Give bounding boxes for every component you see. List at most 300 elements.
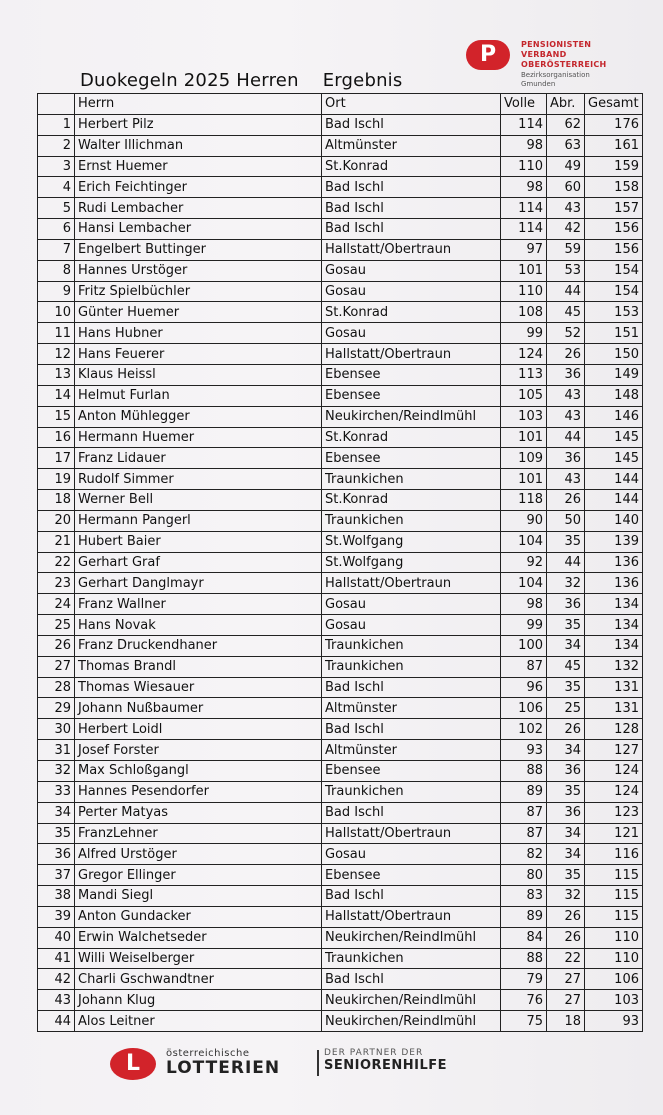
header-ort: Ort [322, 94, 501, 115]
logo-text [521, 40, 607, 70]
ort-cell: Gosau [322, 281, 501, 302]
name-cell: Willi Weiselberger [75, 948, 322, 969]
rank-cell: 43 [38, 990, 75, 1011]
table-row [38, 344, 643, 365]
ort-cell: St.Konrad [322, 427, 501, 448]
ort-cell: Ebensee [322, 865, 501, 886]
gesamt-cell: 136 [585, 573, 643, 594]
name-cell: Anton Mühlegger [75, 406, 322, 427]
name-cell: Werner Bell [75, 490, 322, 511]
ort-cell: St.Konrad [322, 302, 501, 323]
abr-cell: 35 [547, 781, 585, 802]
ort-cell: Hallstatt/Obertraun [322, 573, 501, 594]
volle-cell: 98 [501, 177, 547, 198]
ort-cell: Bad Ischl [322, 886, 501, 907]
ort-cell: Hallstatt/Obertraun [322, 239, 501, 260]
abr-cell: 26 [547, 719, 585, 740]
ort-cell: Bad Ischl [322, 114, 501, 135]
volle-cell: 93 [501, 740, 547, 761]
footer-top-right: DER PARTNER DER [324, 1048, 424, 1058]
name-cell: Erwin Walchetseder [75, 927, 322, 948]
rank-cell: 4 [38, 177, 75, 198]
volle-cell: 97 [501, 239, 547, 260]
gesamt-cell: 145 [585, 448, 643, 469]
gesamt-cell: 153 [585, 302, 643, 323]
name-cell: Anton Gundacker [75, 906, 322, 927]
abr-cell: 18 [547, 1011, 585, 1032]
abr-cell: 60 [547, 177, 585, 198]
ort-cell: Hallstatt/Obertraun [322, 906, 501, 927]
gesamt-cell: 148 [585, 385, 643, 406]
rank-cell: 41 [38, 948, 75, 969]
logo-line3: OBERÖSTERREICH [521, 60, 607, 69]
footer-main-left: LOTTERIEN [166, 1058, 281, 1078]
gesamt-cell: 131 [585, 698, 643, 719]
name-cell: Herbert Loidl [75, 719, 322, 740]
abr-cell: 62 [547, 114, 585, 135]
volle-cell: 82 [501, 844, 547, 865]
volle-cell: 99 [501, 615, 547, 636]
lotterien-icon: L [110, 1048, 156, 1080]
name-cell: Max Schloßgangl [75, 761, 322, 782]
header-gesamt: Gesamt [585, 94, 643, 115]
table-row [38, 594, 643, 615]
volle-cell: 103 [501, 406, 547, 427]
table-row [38, 740, 643, 761]
gesamt-cell: 134 [585, 635, 643, 656]
ort-cell: Ebensee [322, 385, 501, 406]
table-row [38, 865, 643, 886]
gesamt-cell: 115 [585, 865, 643, 886]
name-cell: Ernst Huemer [75, 156, 322, 177]
gesamt-cell: 156 [585, 239, 643, 260]
name-cell: Fritz Spielbüchler [75, 281, 322, 302]
volle-cell: 110 [501, 156, 547, 177]
rank-cell: 25 [38, 615, 75, 636]
volle-cell: 108 [501, 302, 547, 323]
title-text: Duokegeln 2025 Herren [80, 70, 299, 91]
rank-cell: 10 [38, 302, 75, 323]
logo-p-icon: P [466, 40, 510, 70]
rank-cell: 29 [38, 698, 75, 719]
volle-cell: 100 [501, 635, 547, 656]
ort-cell: Bad Ischl [322, 219, 501, 240]
table-row [38, 406, 643, 427]
volle-cell: 109 [501, 448, 547, 469]
gesamt-cell: 121 [585, 823, 643, 844]
logo-sub1: Bezirksorganisation [521, 71, 590, 79]
rank-cell: 35 [38, 823, 75, 844]
abr-cell: 43 [547, 469, 585, 490]
abr-cell: 34 [547, 740, 585, 761]
name-cell: Johann Nußbaumer [75, 698, 322, 719]
volle-cell: 105 [501, 385, 547, 406]
rank-cell: 39 [38, 906, 75, 927]
header-rank [38, 94, 75, 115]
ort-cell: Hallstatt/Obertraun [322, 823, 501, 844]
gesamt-cell: 146 [585, 406, 643, 427]
table-row [38, 302, 643, 323]
name-cell: Mandi Siegl [75, 886, 322, 907]
gesamt-cell: 136 [585, 552, 643, 573]
name-cell: Hansi Lembacher [75, 219, 322, 240]
gesamt-cell: 131 [585, 677, 643, 698]
table-row [38, 677, 643, 698]
gesamt-cell: 144 [585, 490, 643, 511]
rank-cell: 6 [38, 219, 75, 240]
rank-cell: 7 [38, 239, 75, 260]
rank-cell: 3 [38, 156, 75, 177]
gesamt-cell: 106 [585, 969, 643, 990]
table-row [38, 239, 643, 260]
gesamt-cell: 124 [585, 781, 643, 802]
abr-cell: 45 [547, 656, 585, 677]
abr-cell: 36 [547, 802, 585, 823]
gesamt-cell: 157 [585, 198, 643, 219]
volle-cell: 79 [501, 969, 547, 990]
rank-cell: 31 [38, 740, 75, 761]
ort-cell: Altmünster [322, 135, 501, 156]
volle-cell: 101 [501, 260, 547, 281]
table-row [38, 469, 643, 490]
ort-cell: Hallstatt/Obertraun [322, 344, 501, 365]
volle-cell: 87 [501, 823, 547, 844]
name-cell: Thomas Wiesauer [75, 677, 322, 698]
gesamt-cell: 156 [585, 219, 643, 240]
gesamt-cell: 103 [585, 990, 643, 1011]
abr-cell: 36 [547, 594, 585, 615]
name-cell: Johann Klug [75, 990, 322, 1011]
abr-cell: 36 [547, 761, 585, 782]
ort-cell: Altmünster [322, 740, 501, 761]
name-cell: Gregor Ellinger [75, 865, 322, 886]
ort-cell: Gosau [322, 260, 501, 281]
rank-cell: 20 [38, 510, 75, 531]
name-cell: Franz Druckendhaner [75, 635, 322, 656]
volle-cell: 90 [501, 510, 547, 531]
table-row [38, 135, 643, 156]
volle-cell: 102 [501, 719, 547, 740]
gesamt-cell: 140 [585, 510, 643, 531]
table-row [38, 719, 643, 740]
name-cell: Alfred Urstöger [75, 844, 322, 865]
abr-cell: 35 [547, 865, 585, 886]
rank-cell: 30 [38, 719, 75, 740]
abr-cell: 44 [547, 281, 585, 302]
ort-cell: Neukirchen/Reindlmühl [322, 990, 501, 1011]
ort-cell: Gosau [322, 615, 501, 636]
ort-cell: Bad Ischl [322, 677, 501, 698]
table-row [38, 510, 643, 531]
abr-cell: 35 [547, 531, 585, 552]
rank-cell: 24 [38, 594, 75, 615]
volle-cell: 104 [501, 573, 547, 594]
name-cell: Franz Lidauer [75, 448, 322, 469]
table-row [38, 761, 643, 782]
gesamt-cell: 123 [585, 802, 643, 823]
volle-cell: 98 [501, 594, 547, 615]
name-cell: Gerhart Danglmayr [75, 573, 322, 594]
table-row [38, 927, 643, 948]
volle-cell: 92 [501, 552, 547, 573]
volle-cell: 98 [501, 135, 547, 156]
gesamt-cell: 145 [585, 427, 643, 448]
subtitle-text: Ergebnis [322, 70, 403, 91]
abr-cell: 34 [547, 635, 585, 656]
abr-cell: 32 [547, 886, 585, 907]
volle-cell: 84 [501, 927, 547, 948]
gesamt-cell: 132 [585, 656, 643, 677]
rank-cell: 9 [38, 281, 75, 302]
volle-cell: 114 [501, 219, 547, 240]
rank-cell: 42 [38, 969, 75, 990]
volle-cell: 114 [501, 114, 547, 135]
volle-cell: 89 [501, 906, 547, 927]
abr-cell: 32 [547, 573, 585, 594]
ort-cell: St.Wolfgang [322, 531, 501, 552]
volle-cell: 106 [501, 698, 547, 719]
name-cell: Perter Matyas [75, 802, 322, 823]
name-cell: Rudi Lembacher [75, 198, 322, 219]
rank-cell: 22 [38, 552, 75, 573]
ort-cell: Bad Ischl [322, 177, 501, 198]
logo-line1: PENSIONISTEN [521, 40, 592, 49]
gesamt-cell: 176 [585, 114, 643, 135]
table-row [38, 635, 643, 656]
rank-cell: 40 [38, 927, 75, 948]
name-cell: Franz Wallner [75, 594, 322, 615]
volle-cell: 114 [501, 198, 547, 219]
rank-cell: 16 [38, 427, 75, 448]
ort-cell: St.Wolfgang [322, 552, 501, 573]
table-row [38, 177, 643, 198]
volle-cell: 83 [501, 886, 547, 907]
name-cell: Günter Huemer [75, 302, 322, 323]
lotterien-footer-logo [110, 1048, 490, 1084]
name-cell: Walter Illichman [75, 135, 322, 156]
rank-cell: 23 [38, 573, 75, 594]
volle-cell: 96 [501, 677, 547, 698]
logo-subtext [521, 71, 590, 89]
volle-cell: 87 [501, 656, 547, 677]
ort-cell: Neukirchen/Reindlmühl [322, 1011, 501, 1032]
gesamt-cell: 161 [585, 135, 643, 156]
table-row [38, 490, 643, 511]
table-row [38, 1011, 643, 1032]
gesamt-cell: 154 [585, 260, 643, 281]
rank-cell: 32 [38, 761, 75, 782]
ort-cell: Traunkichen [322, 635, 501, 656]
table-row [38, 969, 643, 990]
ort-cell: Gosau [322, 844, 501, 865]
volle-cell: 99 [501, 323, 547, 344]
rank-cell: 15 [38, 406, 75, 427]
ort-cell: Traunkichen [322, 948, 501, 969]
table-row [38, 364, 643, 385]
table-row [38, 323, 643, 344]
abr-cell: 34 [547, 823, 585, 844]
name-cell: Josef Forster [75, 740, 322, 761]
abr-cell: 26 [547, 344, 585, 365]
name-cell: Hans Hubner [75, 323, 322, 344]
gesamt-cell: 139 [585, 531, 643, 552]
abr-cell: 43 [547, 198, 585, 219]
abr-cell: 35 [547, 615, 585, 636]
table-row [38, 260, 643, 281]
rank-cell: 38 [38, 886, 75, 907]
name-cell: Hannes Urstöger [75, 260, 322, 281]
volle-cell: 88 [501, 948, 547, 969]
abr-cell: 43 [547, 385, 585, 406]
abr-cell: 26 [547, 927, 585, 948]
rank-cell: 34 [38, 802, 75, 823]
gesamt-cell: 128 [585, 719, 643, 740]
ort-cell: Gosau [322, 594, 501, 615]
name-cell: Rudolf Simmer [75, 469, 322, 490]
table-row [38, 802, 643, 823]
rank-cell: 1 [38, 114, 75, 135]
gesamt-cell: 115 [585, 906, 643, 927]
pensionisten-logo [466, 40, 626, 90]
abr-cell: 59 [547, 239, 585, 260]
logo-sub2: Gmunden [521, 80, 556, 88]
name-cell: Hans Novak [75, 615, 322, 636]
table-row [38, 781, 643, 802]
abr-cell: 26 [547, 906, 585, 927]
gesamt-cell: 116 [585, 844, 643, 865]
footer-main-right: SENIORENHILFE [324, 1058, 448, 1073]
name-cell: Gerhart Graf [75, 552, 322, 573]
ort-cell: Gosau [322, 323, 501, 344]
table-row [38, 615, 643, 636]
gesamt-cell: 159 [585, 156, 643, 177]
rank-cell: 12 [38, 344, 75, 365]
name-cell: Herbert Pilz [75, 114, 322, 135]
abr-cell: 27 [547, 990, 585, 1011]
name-cell: FranzLehner [75, 823, 322, 844]
gesamt-cell: 150 [585, 344, 643, 365]
table-row [38, 906, 643, 927]
table-row [38, 948, 643, 969]
abr-cell: 22 [547, 948, 585, 969]
gesamt-cell: 134 [585, 594, 643, 615]
gesamt-cell: 144 [585, 469, 643, 490]
results-table [37, 93, 643, 1032]
rank-cell: 28 [38, 677, 75, 698]
name-cell: Hermann Huemer [75, 427, 322, 448]
ort-cell: Bad Ischl [322, 969, 501, 990]
rank-cell: 2 [38, 135, 75, 156]
rank-cell: 8 [38, 260, 75, 281]
rank-cell: 21 [38, 531, 75, 552]
name-cell: Erich Feichtinger [75, 177, 322, 198]
volle-cell: 88 [501, 761, 547, 782]
ort-cell: Altmünster [322, 698, 501, 719]
header-name: Herrn [75, 94, 322, 115]
gesamt-cell: 124 [585, 761, 643, 782]
ort-cell: Bad Ischl [322, 802, 501, 823]
ort-cell: Ebensee [322, 761, 501, 782]
name-cell: Hubert Baier [75, 531, 322, 552]
rank-cell: 26 [38, 635, 75, 656]
rank-cell: 19 [38, 469, 75, 490]
gesamt-cell: 93 [585, 1011, 643, 1032]
volle-cell: 113 [501, 364, 547, 385]
abr-cell: 36 [547, 364, 585, 385]
ort-cell: Traunkichen [322, 469, 501, 490]
ort-cell: Neukirchen/Reindlmühl [322, 406, 501, 427]
volle-cell: 104 [501, 531, 547, 552]
abr-cell: 36 [547, 448, 585, 469]
rank-cell: 27 [38, 656, 75, 677]
abr-cell: 34 [547, 844, 585, 865]
abr-cell: 44 [547, 552, 585, 573]
abr-cell: 35 [547, 677, 585, 698]
table-row [38, 219, 643, 240]
volle-cell: 76 [501, 990, 547, 1011]
rank-cell: 18 [38, 490, 75, 511]
name-cell: Thomas Brandl [75, 656, 322, 677]
table-row [38, 427, 643, 448]
table-row [38, 656, 643, 677]
gesamt-cell: 110 [585, 927, 643, 948]
abr-cell: 44 [547, 427, 585, 448]
table-row [38, 552, 643, 573]
table-row [38, 281, 643, 302]
table-row [38, 156, 643, 177]
table-row [38, 114, 643, 135]
name-cell: Engelbert Buttinger [75, 239, 322, 260]
name-cell: Alos Leitner [75, 1011, 322, 1032]
gesamt-cell: 110 [585, 948, 643, 969]
ort-cell: St.Konrad [322, 490, 501, 511]
ort-cell: Neukirchen/Reindlmühl [322, 927, 501, 948]
abr-cell: 27 [547, 969, 585, 990]
abr-cell: 45 [547, 302, 585, 323]
name-cell: Helmut Furlan [75, 385, 322, 406]
volle-cell: 118 [501, 490, 547, 511]
table-row [38, 198, 643, 219]
abr-cell: 25 [547, 698, 585, 719]
rank-cell: 14 [38, 385, 75, 406]
ort-cell: Bad Ischl [322, 198, 501, 219]
rank-cell: 17 [38, 448, 75, 469]
logo-line2: VERBAND [521, 50, 567, 59]
rank-cell: 37 [38, 865, 75, 886]
ort-cell: Ebensee [322, 364, 501, 385]
table-row [38, 531, 643, 552]
table-body [38, 114, 643, 1031]
ort-cell: Traunkichen [322, 656, 501, 677]
name-cell: Klaus Heissl [75, 364, 322, 385]
ort-cell: Traunkichen [322, 510, 501, 531]
footer-top-left: österreichische [166, 1048, 250, 1059]
table-row [38, 886, 643, 907]
volle-cell: 89 [501, 781, 547, 802]
rank-cell: 13 [38, 364, 75, 385]
abr-cell: 43 [547, 406, 585, 427]
page-title [80, 70, 426, 91]
ort-cell: Ebensee [322, 448, 501, 469]
volle-cell: 87 [501, 802, 547, 823]
table-row [38, 844, 643, 865]
abr-cell: 53 [547, 260, 585, 281]
volle-cell: 80 [501, 865, 547, 886]
gesamt-cell: 149 [585, 364, 643, 385]
volle-cell: 75 [501, 1011, 547, 1032]
volle-cell: 110 [501, 281, 547, 302]
name-cell: Hannes Pesendorfer [75, 781, 322, 802]
